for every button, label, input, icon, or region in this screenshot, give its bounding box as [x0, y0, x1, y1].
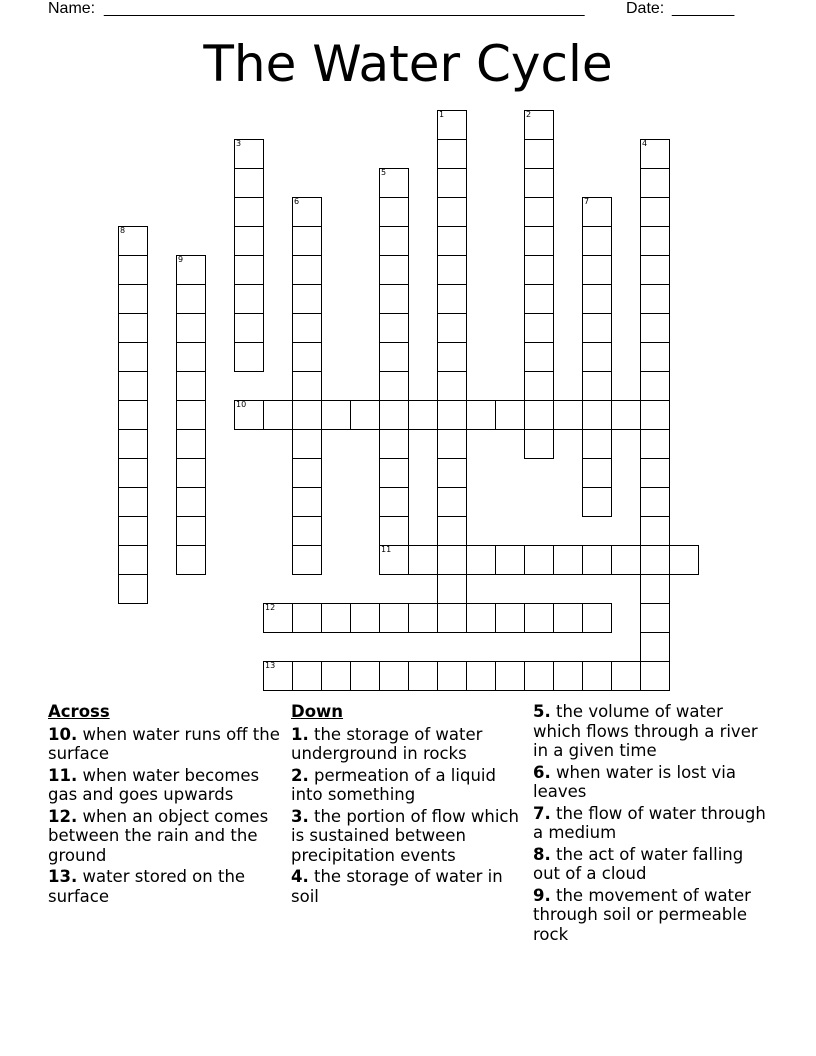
grid-cell[interactable]: [611, 661, 641, 691]
grid-cell[interactable]: [640, 313, 670, 343]
grid-cell[interactable]: [292, 458, 322, 488]
grid-cell[interactable]: [176, 516, 206, 546]
clue-item: [533, 886, 768, 945]
grid-cell[interactable]: [379, 545, 409, 575]
grid-cell[interactable]: [118, 313, 148, 343]
grid-cell[interactable]: [118, 429, 148, 459]
grid-cell[interactable]: [321, 661, 351, 691]
grid-cell[interactable]: [582, 603, 612, 633]
grid-cell[interactable]: [321, 603, 351, 633]
name-label: Name:: [48, 0, 96, 17]
grid-cell[interactable]: [292, 342, 322, 372]
grid-cell[interactable]: [553, 661, 583, 691]
grid-cell[interactable]: [118, 545, 148, 575]
grid-cell[interactable]: [321, 400, 351, 430]
clue-item: [533, 804, 768, 843]
clue-item: [291, 807, 526, 866]
clue-number: 7: [584, 197, 590, 206]
grid-cell[interactable]: [640, 139, 670, 169]
grid-cell[interactable]: [234, 342, 264, 372]
grid-cell[interactable]: [379, 458, 409, 488]
grid-cell[interactable]: [118, 342, 148, 372]
clue-item-text: when an object comes between the rain and the ground: [48, 806, 269, 865]
grid-cell[interactable]: [437, 458, 467, 488]
grid-cell[interactable]: [379, 487, 409, 517]
grid-cell[interactable]: [582, 545, 612, 575]
grid-cell[interactable]: [379, 168, 409, 198]
grid-cell[interactable]: [176, 487, 206, 517]
grid-cell[interactable]: [437, 197, 467, 227]
clue-number: 13: [265, 661, 276, 670]
grid-cell[interactable]: [118, 516, 148, 546]
grid-cell[interactable]: [437, 545, 467, 575]
grid-cell[interactable]: [234, 284, 264, 314]
grid-cell[interactable]: [408, 400, 438, 430]
grid-cell[interactable]: [437, 110, 467, 140]
clue-item-number: 12.: [48, 806, 78, 826]
clue-number: 6: [294, 197, 300, 206]
clue-item: [48, 725, 283, 764]
clue-number: 3: [236, 139, 242, 148]
grid-cell[interactable]: [640, 342, 670, 372]
clue-number: 8: [120, 226, 126, 235]
grid-cell[interactable]: [553, 400, 583, 430]
grid-cell[interactable]: [611, 400, 641, 430]
clue-item-number: 11.: [48, 765, 78, 785]
clue-number: 4: [642, 139, 648, 148]
grid-cell[interactable]: [640, 545, 670, 575]
grid-cell[interactable]: [176, 400, 206, 430]
grid-cell[interactable]: [640, 632, 670, 662]
grid-cell[interactable]: [524, 400, 554, 430]
grid-cell[interactable]: [118, 487, 148, 517]
down-clues: [291, 702, 526, 908]
clue-number: 1: [439, 110, 445, 119]
grid-cell[interactable]: [292, 313, 322, 343]
grid-cell[interactable]: [640, 400, 670, 430]
grid-cell[interactable]: [118, 458, 148, 488]
grid-cell[interactable]: [495, 400, 525, 430]
grid-cell[interactable]: [292, 226, 322, 256]
grid-cell[interactable]: [437, 371, 467, 401]
clue-number: 10: [236, 400, 247, 409]
grid-cell[interactable]: [350, 661, 380, 691]
grid-cell[interactable]: [379, 400, 409, 430]
grid-cell[interactable]: [176, 545, 206, 575]
grid-cell[interactable]: [176, 371, 206, 401]
grid-cell[interactable]: [118, 371, 148, 401]
grid-cell[interactable]: [118, 400, 148, 430]
grid-cell[interactable]: [582, 487, 612, 517]
clue-item-number: 13.: [48, 867, 78, 886]
grid-cell[interactable]: [582, 429, 612, 459]
grid-cell[interactable]: [234, 226, 264, 256]
grid-cell[interactable]: [263, 400, 293, 430]
clue-item: [533, 763, 768, 802]
grid-cell[interactable]: [292, 400, 322, 430]
grid-cell[interactable]: [437, 400, 467, 430]
grid-cell[interactable]: [379, 603, 409, 633]
grid-cell[interactable]: [611, 545, 641, 575]
grid-cell[interactable]: [292, 429, 322, 459]
grid-cell[interactable]: [582, 197, 612, 227]
grid-cell[interactable]: [640, 226, 670, 256]
grid-cell[interactable]: [582, 342, 612, 372]
grid-cell[interactable]: [640, 603, 670, 633]
clue-item-number: 9.: [533, 885, 551, 905]
clue-item-number: 1.: [291, 724, 309, 744]
grid-cell[interactable]: [640, 284, 670, 314]
clue-item-text: when water is lost via leaves: [533, 762, 736, 801]
grid-cell[interactable]: [524, 110, 554, 140]
grid-cell[interactable]: [437, 139, 467, 169]
grid-cell[interactable]: [379, 661, 409, 691]
grid-cell[interactable]: [263, 661, 293, 691]
grid-cell[interactable]: [582, 458, 612, 488]
clue-number: 11: [381, 545, 392, 554]
grid-cell[interactable]: [292, 603, 322, 633]
grid-cell[interactable]: [176, 255, 206, 285]
grid-cell[interactable]: [640, 661, 670, 691]
clue-item-text: the volume of water which flows through a river in a given time: [533, 702, 758, 760]
grid-cell[interactable]: [524, 603, 554, 633]
grid-cell[interactable]: [234, 313, 264, 343]
grid-cell[interactable]: [582, 284, 612, 314]
down-heading: Down: [291, 702, 344, 721]
clue-item-text: the storage of water in soil: [291, 867, 503, 906]
grid-cell[interactable]: [408, 661, 438, 691]
grid-cell[interactable]: [234, 168, 264, 198]
clue-item: [48, 807, 283, 866]
date-label: Date:: [626, 0, 665, 17]
clue-item-text: when water becomes gas and goes upwards: [48, 765, 260, 804]
down-clues-continued: [533, 702, 768, 946]
grid-cell[interactable]: [292, 284, 322, 314]
across-clues: [48, 702, 283, 908]
grid-cell[interactable]: [640, 168, 670, 198]
grid-cell[interactable]: [524, 545, 554, 575]
grid-cell[interactable]: [408, 603, 438, 633]
clue-item: [291, 867, 526, 906]
grid-cell[interactable]: [379, 313, 409, 343]
grid-cell[interactable]: [292, 255, 322, 285]
grid-cell[interactable]: [669, 545, 699, 575]
grid-cell[interactable]: [582, 226, 612, 256]
clue-item-text: the act of water falling out of a cloud: [533, 844, 744, 883]
grid-cell[interactable]: [437, 284, 467, 314]
grid-cell[interactable]: [437, 255, 467, 285]
clue-item-number: 6.: [533, 762, 551, 782]
grid-cell[interactable]: [466, 661, 496, 691]
grid-cell[interactable]: [176, 313, 206, 343]
clue-item: [48, 867, 283, 906]
grid-cell[interactable]: [582, 400, 612, 430]
clue-item-number: 10.: [48, 724, 78, 744]
grid-cell[interactable]: [118, 574, 148, 604]
grid-cell[interactable]: [176, 429, 206, 459]
name-line[interactable]: ______________________________________________________: [104, 0, 585, 17]
clue-item-text: the portion of flow which is sustained between precipitation events: [291, 806, 519, 865]
grid-cell[interactable]: [524, 661, 554, 691]
grid-cell[interactable]: [234, 197, 264, 227]
grid-cell[interactable]: [524, 168, 554, 198]
grid-cell[interactable]: [379, 371, 409, 401]
clue-number: 12: [265, 603, 276, 612]
clue-item-number: 4.: [291, 867, 309, 886]
clue-item-number: 2.: [291, 765, 309, 785]
grid-cell[interactable]: [437, 342, 467, 372]
grid-cell[interactable]: [640, 487, 670, 517]
grid-cell[interactable]: [437, 661, 467, 691]
grid-cell[interactable]: [640, 371, 670, 401]
grid-cell[interactable]: [292, 487, 322, 517]
clue-item: [291, 725, 526, 764]
grid-cell[interactable]: [292, 197, 322, 227]
grid-cell[interactable]: [292, 516, 322, 546]
grid-cell[interactable]: [582, 371, 612, 401]
grid-cell[interactable]: [176, 284, 206, 314]
clue-item: [291, 766, 526, 805]
clue-item-number: 3.: [291, 806, 309, 826]
grid-cell[interactable]: [379, 197, 409, 227]
grid-cell[interactable]: [582, 255, 612, 285]
clue-item-text: water stored on the surface: [48, 867, 246, 906]
clue-item-number: 8.: [533, 844, 551, 864]
grid-cell[interactable]: [466, 400, 496, 430]
clue-item: [533, 702, 768, 761]
grid-cell[interactable]: [118, 226, 148, 256]
grid-cell[interactable]: [292, 371, 322, 401]
grid-cell[interactable]: [553, 603, 583, 633]
grid-cell[interactable]: [176, 342, 206, 372]
grid-cell[interactable]: [437, 603, 467, 633]
grid-cell[interactable]: [524, 255, 554, 285]
page-title: The Water Cycle: [203, 35, 613, 93]
grid-cell[interactable]: [524, 371, 554, 401]
grid-cell[interactable]: [524, 197, 554, 227]
clue-item-text: permeation of a liquid into something: [291, 765, 496, 804]
grid-cell[interactable]: [524, 313, 554, 343]
grid-cell[interactable]: [176, 458, 206, 488]
grid-cell[interactable]: [437, 226, 467, 256]
grid-cell[interactable]: [640, 255, 670, 285]
clue-number: 9: [178, 255, 184, 264]
grid-cell[interactable]: [640, 458, 670, 488]
grid-cell[interactable]: [379, 284, 409, 314]
clue-item: [48, 766, 283, 805]
grid-cell[interactable]: [582, 313, 612, 343]
grid-cell[interactable]: [495, 545, 525, 575]
grid-cell[interactable]: [437, 313, 467, 343]
grid-cell[interactable]: [118, 284, 148, 314]
grid-cell[interactable]: [379, 516, 409, 546]
grid-cell[interactable]: [524, 342, 554, 372]
clue-item-text: the movement of water through soil or permeable rock: [533, 885, 751, 944]
clue-number: 5: [381, 168, 387, 177]
grid-cell[interactable]: [437, 516, 467, 546]
grid-cell[interactable]: [495, 603, 525, 633]
grid-cell[interactable]: [437, 574, 467, 604]
grid-cell[interactable]: [437, 487, 467, 517]
clue-number: 2: [526, 110, 532, 119]
grid-cell[interactable]: [118, 255, 148, 285]
grid-cell[interactable]: [437, 168, 467, 198]
grid-cell[interactable]: [379, 255, 409, 285]
grid-cell[interactable]: [640, 429, 670, 459]
grid-cell[interactable]: [234, 139, 264, 169]
grid-cell[interactable]: [524, 139, 554, 169]
grid-cell[interactable]: [466, 545, 496, 575]
clue-item-number: 7.: [533, 803, 551, 823]
grid-cell[interactable]: [524, 429, 554, 459]
grid-cell[interactable]: [350, 400, 380, 430]
grid-cell[interactable]: [640, 574, 670, 604]
grid-cell[interactable]: [350, 603, 380, 633]
grid-cell[interactable]: [553, 545, 583, 575]
grid-cell[interactable]: [292, 661, 322, 691]
grid-cell[interactable]: [640, 516, 670, 546]
clue-item-number: 5.: [533, 702, 551, 721]
grid-cell[interactable]: [495, 661, 525, 691]
grid-cell[interactable]: [582, 661, 612, 691]
grid-cell[interactable]: [234, 400, 264, 430]
grid-cell[interactable]: [524, 284, 554, 314]
grid-cell[interactable]: [524, 226, 554, 256]
grid-cell[interactable]: [263, 603, 293, 633]
clue-item-text: when water runs off the surface: [48, 724, 280, 763]
grid-cell[interactable]: [379, 429, 409, 459]
clue-item-text: the storage of water underground in rocks: [291, 724, 483, 763]
clue-item: [533, 845, 768, 884]
date-line[interactable]: _______: [672, 0, 735, 17]
grid-cell[interactable]: [437, 429, 467, 459]
grid-cell[interactable]: [466, 603, 496, 633]
grid-cell[interactable]: [640, 197, 670, 227]
grid-cell[interactable]: [408, 545, 438, 575]
grid-cell[interactable]: [234, 255, 264, 285]
grid-cell[interactable]: [292, 545, 322, 575]
clue-item-text: the flow of water through a medium: [533, 803, 766, 842]
grid-cell[interactable]: [379, 226, 409, 256]
across-heading: Across: [48, 702, 110, 721]
grid-cell[interactable]: [379, 342, 409, 372]
